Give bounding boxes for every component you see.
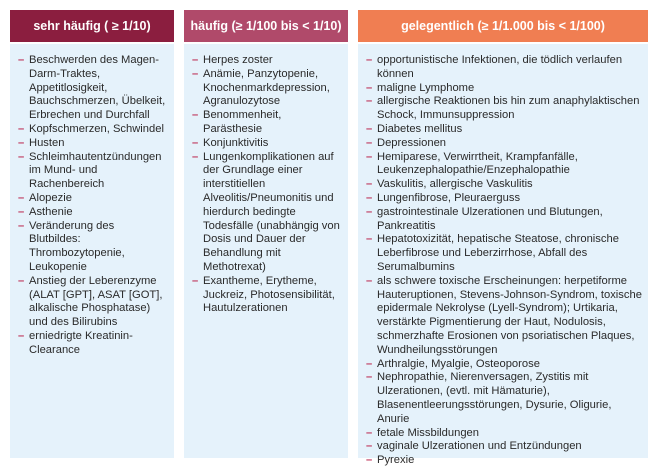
list-item-text: vaginale Ulzerationen und Entzündungen bbox=[377, 440, 582, 453]
list-item-text: Lungenfibrose, Pleuraerguss bbox=[377, 191, 521, 204]
dash-bullet-icon: – bbox=[366, 191, 373, 204]
list-item-text: Anstieg der Leberenzyme (ALAT [GPT], ASAT [GOT], alkalische Phosphatase) und des Bilirubins bbox=[29, 274, 163, 329]
list-item-text: Hemiparese, Verwirrtheit, Krampfanfälle, Leukenzephalopathie/Enzephalopathie bbox=[377, 150, 578, 177]
list-item-text: Hepatotoxizität, hepatische Steatose, chronische Leberfibrose und Leberzirrhose, Abfall des Serumalbumins bbox=[377, 233, 619, 273]
column-header: sehr häufig ( ≥ 1/10) bbox=[10, 10, 174, 42]
list-item-text: Herpes zoster bbox=[203, 54, 273, 66]
list-item-text: Beschwerden des Magen-Darm-Traktes, Appetitlosigkeit, Bauchschmerzen, Übelkeit, Erbrechen und Durchfall bbox=[29, 54, 166, 122]
column-panel bbox=[10, 44, 174, 458]
list-item bbox=[192, 151, 342, 275]
list-item bbox=[366, 454, 642, 468]
list-item bbox=[366, 358, 642, 372]
list-item bbox=[18, 220, 168, 275]
list-item-text: gastrointestinale Ulzerationen und Blutungen, Pankreatitis bbox=[377, 205, 603, 232]
dash-bullet-icon: – bbox=[192, 150, 199, 163]
list-item-text: maligne Lymphome bbox=[377, 81, 475, 94]
list-item-text: Diabetes mellitus bbox=[377, 122, 463, 135]
dash-bullet-icon: – bbox=[366, 426, 373, 439]
list-item-text: opportunistische Infektionen, die tödlich verlaufen können bbox=[377, 54, 623, 80]
dash-bullet-icon: – bbox=[366, 357, 373, 370]
dash-bullet-icon: – bbox=[192, 136, 199, 149]
list-item bbox=[366, 151, 642, 179]
dash-bullet-icon: – bbox=[18, 329, 25, 342]
list-item bbox=[366, 427, 642, 441]
list-item-text: Veränderung des Blutbildes: Thrombozytopenie, Leukopenie bbox=[29, 219, 125, 273]
list-item-text: Kopfschmerzen, Schwindel bbox=[29, 122, 164, 135]
dash-bullet-icon: – bbox=[18, 205, 25, 218]
column-panel bbox=[184, 44, 348, 458]
list-item bbox=[192, 68, 342, 109]
list-item-text: Pyrexie bbox=[377, 454, 415, 467]
list-item bbox=[366, 371, 642, 426]
list-item bbox=[366, 82, 642, 96]
dash-bullet-icon: – bbox=[366, 95, 373, 108]
list-item-text: Alopezie bbox=[29, 191, 72, 204]
list-item-text: Husten bbox=[29, 136, 65, 149]
list-item-text: Anämie, Panzytopenie, Knochenmarkdepression, Agranulozytose bbox=[203, 67, 330, 108]
list-item-text: Lungenkomplikationen auf der Grundlage einer interstitiellen Alveolitis/Pneumonitis und hierdurch bedingte Todesfälle (unabhängig von Dosis und Dauer der Behandlung mit Methotrexat) bbox=[203, 150, 340, 273]
column-uncommon bbox=[358, 0, 648, 467]
item-list bbox=[366, 54, 642, 468]
dash-bullet-icon: – bbox=[192, 274, 199, 287]
list-item bbox=[18, 137, 168, 151]
list-item bbox=[18, 330, 168, 358]
list-item bbox=[366, 192, 642, 206]
dash-bullet-icon: – bbox=[18, 54, 25, 66]
list-item bbox=[366, 233, 642, 274]
list-item-text: Vaskulitis, allergische Vaskulitis bbox=[377, 178, 533, 191]
list-item bbox=[366, 123, 642, 137]
dash-bullet-icon: – bbox=[366, 122, 373, 135]
list-item bbox=[192, 275, 342, 316]
dash-bullet-icon: – bbox=[192, 54, 199, 66]
dash-bullet-icon: – bbox=[366, 205, 373, 218]
list-item bbox=[18, 206, 168, 220]
list-item bbox=[18, 123, 168, 137]
list-item-text: Schleimhautentzündungen im Mund- und Rachenbereich bbox=[29, 150, 162, 191]
list-item bbox=[366, 440, 642, 454]
dash-bullet-icon: – bbox=[18, 150, 25, 163]
list-item bbox=[192, 109, 342, 137]
dash-bullet-icon: – bbox=[366, 440, 373, 453]
dash-bullet-icon: – bbox=[366, 371, 373, 384]
dash-bullet-icon: – bbox=[18, 122, 25, 135]
dash-bullet-icon: – bbox=[366, 178, 373, 191]
list-item-text: Asthenie bbox=[29, 205, 73, 218]
dash-bullet-icon: – bbox=[366, 233, 373, 246]
list-item-text: Konjunktivitis bbox=[203, 136, 269, 149]
dash-bullet-icon: – bbox=[366, 136, 373, 149]
list-item-text: Benommenheit, Parästhesie bbox=[203, 109, 282, 135]
dash-bullet-icon: – bbox=[18, 136, 25, 149]
list-item-text: als schwere toxische Erscheinungen: herpetiforme Hauteruptionen, Stevens-Johnson-Syndrom, toxische epidermale Nekrolyse (Lyell-Syndrom); Urtikaria, verstärkte Pigmentierung der Haut, Nodulosis, schmerzhafte Erosionen von psoriatischen Plaques, Wundheilungsstörungen bbox=[377, 274, 642, 356]
list-item bbox=[366, 178, 642, 192]
dash-bullet-icon: – bbox=[366, 454, 373, 467]
list-item-text: allergische Reaktionen bis hin zum anaphylaktischen Schock, Immunsuppression bbox=[377, 95, 640, 122]
dash-bullet-icon: – bbox=[192, 67, 199, 80]
item-list bbox=[192, 54, 342, 316]
list-item bbox=[366, 54, 642, 82]
list-item-text: fetale Missbildungen bbox=[377, 426, 479, 439]
list-item-text: Depressionen bbox=[377, 136, 447, 149]
list-item bbox=[192, 54, 342, 68]
list-item bbox=[18, 275, 168, 330]
dash-bullet-icon: – bbox=[366, 81, 373, 94]
column-header: gelegentlich (≥ 1/1.000 bis < 1/100) bbox=[358, 10, 648, 42]
dash-bullet-icon: – bbox=[18, 219, 25, 232]
column-panel bbox=[358, 44, 648, 467]
list-item bbox=[192, 137, 342, 151]
dash-bullet-icon: – bbox=[18, 191, 25, 204]
list-item-text: Nephropathie, Nierenversagen, Zystitis mit Ulzerationen, (evtl. mit Hämaturie), Blasenentleerungsstörungen, Dysurie, Oligurie, Anurie bbox=[377, 371, 612, 425]
list-item-text: erniedrigte Kreatinin-Clearance bbox=[29, 329, 133, 356]
list-item-text: Arthralgie, Myalgie, Osteoporose bbox=[377, 357, 540, 370]
list-item bbox=[18, 151, 168, 192]
dash-bullet-icon: – bbox=[18, 274, 25, 287]
list-item bbox=[366, 206, 642, 234]
dash-bullet-icon: – bbox=[366, 274, 373, 287]
column-very-common bbox=[10, 0, 174, 356]
item-list bbox=[18, 54, 168, 358]
list-item-text: Exantheme, Erytheme, Juckreiz, Photosensibilität, Hautulzerationen bbox=[203, 274, 335, 315]
dash-bullet-icon: – bbox=[366, 150, 373, 163]
column-common bbox=[184, 0, 348, 315]
list-item bbox=[18, 54, 168, 123]
dash-bullet-icon: – bbox=[192, 109, 199, 122]
list-item bbox=[366, 137, 642, 151]
list-item bbox=[366, 95, 642, 123]
list-item bbox=[366, 275, 642, 358]
list-item bbox=[18, 192, 168, 206]
column-header: häufig (≥ 1/100 bis < 1/10) bbox=[184, 10, 348, 42]
dash-bullet-icon: – bbox=[366, 54, 373, 66]
